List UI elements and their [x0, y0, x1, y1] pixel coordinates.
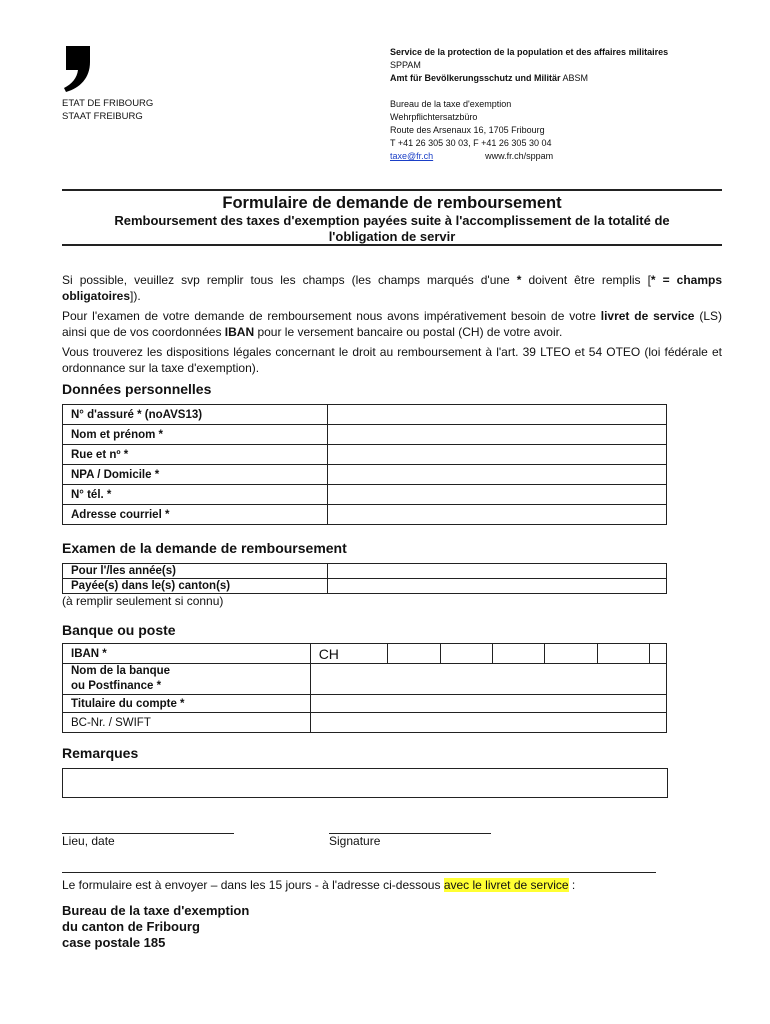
field-input-postcode-city[interactable] — [328, 465, 667, 485]
phone-fax: T +41 26 305 30 03, F +41 26 305 30 04 — [390, 138, 552, 148]
personal-data-table — [62, 404, 667, 525]
personal-data-heading: Données personnelles — [62, 381, 212, 397]
remarks-input[interactable] — [62, 768, 668, 798]
send-instruction: Le formulaire est à envoyer – dans les 15 jours - à l'adresse ci-dessous avec le livret de service : — [62, 878, 576, 892]
iban-block-2[interactable] — [440, 644, 492, 664]
bureau-fr: Bureau de la taxe d'exemption — [390, 99, 512, 109]
field-label-email: Adresse courriel * — [63, 505, 328, 525]
field-input-bank-name[interactable] — [310, 664, 666, 695]
remarks-heading: Remarques — [62, 745, 139, 761]
field-input-cantons[interactable] — [328, 579, 667, 594]
field-label-postcode-city: NPA / Domicile * — [63, 465, 328, 485]
intro-paragraph-2: Pour l'examen de votre demande de remboursement nous avons impérativement besoin de votre livret de service (LS) ainsi que de vos coordonnées IBAN pour le versement bancaire ou postal (CH) de votre avoir. — [62, 309, 722, 339]
form-subtitle: Remboursement des taxes d'exemption payées suite à l'accomplissement de la totalité de l'obligation de servir — [114, 213, 670, 244]
field-input-swift[interactable] — [310, 713, 666, 733]
iban-block-4[interactable] — [545, 644, 597, 664]
exam-table — [62, 563, 667, 594]
field-input-avs[interactable] — [328, 405, 667, 425]
intro-paragraph-1: Si possible, veuillez svp remplir tous les champs (les champs marqués d'une * doivent être remplis [* = champs obligatoires]). — [62, 273, 723, 303]
fribourg-logo-icon — [62, 44, 92, 92]
iban-block-6[interactable] — [650, 644, 667, 664]
bureau-de: Wehrpflichtersatzbüro — [390, 112, 478, 122]
field-input-account-holder[interactable] — [310, 695, 666, 713]
highlight-service-book: avec le livret de service — [443, 878, 569, 892]
field-input-years[interactable] — [328, 564, 667, 579]
canton-name — [62, 97, 153, 123]
bank-heading: Banque ou poste — [62, 622, 176, 638]
iban-block-1[interactable] — [388, 644, 440, 664]
title-top-rule — [62, 189, 722, 191]
service-fr: Service de la protection de la population et des affaires militaires — [390, 47, 669, 57]
exam-note: (à remplir seulement si connu) — [62, 594, 224, 608]
title-bottom-rule — [62, 244, 722, 246]
field-label-phone: N° tél. * — [63, 485, 328, 505]
field-input-email[interactable] — [328, 505, 667, 525]
field-label-name: Nom et prénom * — [63, 425, 328, 445]
field-label-account-holder: Titulaire du compte * — [63, 695, 311, 713]
field-label-iban: IBAN * — [63, 644, 311, 664]
form-title: Formulaire de demande de remboursement — [222, 194, 562, 212]
service-de-abbr: ABSM — [562, 73, 589, 83]
field-input-name[interactable] — [328, 425, 667, 445]
canton-name-fr: ETAT DE FRIBOURG — [62, 98, 154, 109]
field-label-years: Pour l'/les année(s) — [63, 564, 328, 579]
place-date-label: Lieu, date — [62, 834, 115, 848]
email-link[interactable]: taxe@fr.ch — [390, 151, 434, 161]
exam-heading: Examen de la demande de remboursement — [62, 540, 347, 556]
iban-prefix: CH — [310, 644, 388, 664]
field-input-street[interactable] — [328, 445, 667, 465]
iban-block-3[interactable] — [493, 644, 545, 664]
field-label-cantons: Payée(s) dans le(s) canton(s) — [63, 579, 328, 594]
bank-table — [62, 643, 667, 733]
field-label-street: Rue et nº * — [63, 445, 328, 465]
canton-name-de: STAAT FREIBURG — [62, 111, 143, 122]
mailing-address: Bureau de la taxe d'exemption du canton de Fribourg case postale 185 — [62, 903, 250, 950]
field-label-swift: BC-Nr. / SWIFT — [63, 713, 311, 733]
service-address — [390, 46, 668, 163]
field-input-phone[interactable] — [328, 485, 667, 505]
website: www.fr.ch/sppam — [485, 151, 554, 161]
iban-block-5[interactable] — [597, 644, 649, 664]
field-label-bank-name: Nom de la banque ou Postfinance * — [63, 664, 311, 695]
footer-separator — [62, 872, 656, 873]
service-de: Amt für Bevölkerungsschutz und Militär — [390, 73, 561, 83]
signature-label: Signature — [329, 834, 381, 848]
intro-paragraph-3: Vous trouverez les dispositions légales concernant le droit au remboursement à l'art. 39 LTEO et 54 OTEO (loi fédérale et ordonnance sur la taxe d'exemption). — [62, 345, 722, 375]
street-address: Route des Arsenaux 16, 1705 Fribourg — [390, 125, 545, 135]
field-label-avs: N° d'assuré * (noAVS13) — [63, 405, 328, 425]
service-fr-abbr: SPPAM — [390, 60, 421, 70]
